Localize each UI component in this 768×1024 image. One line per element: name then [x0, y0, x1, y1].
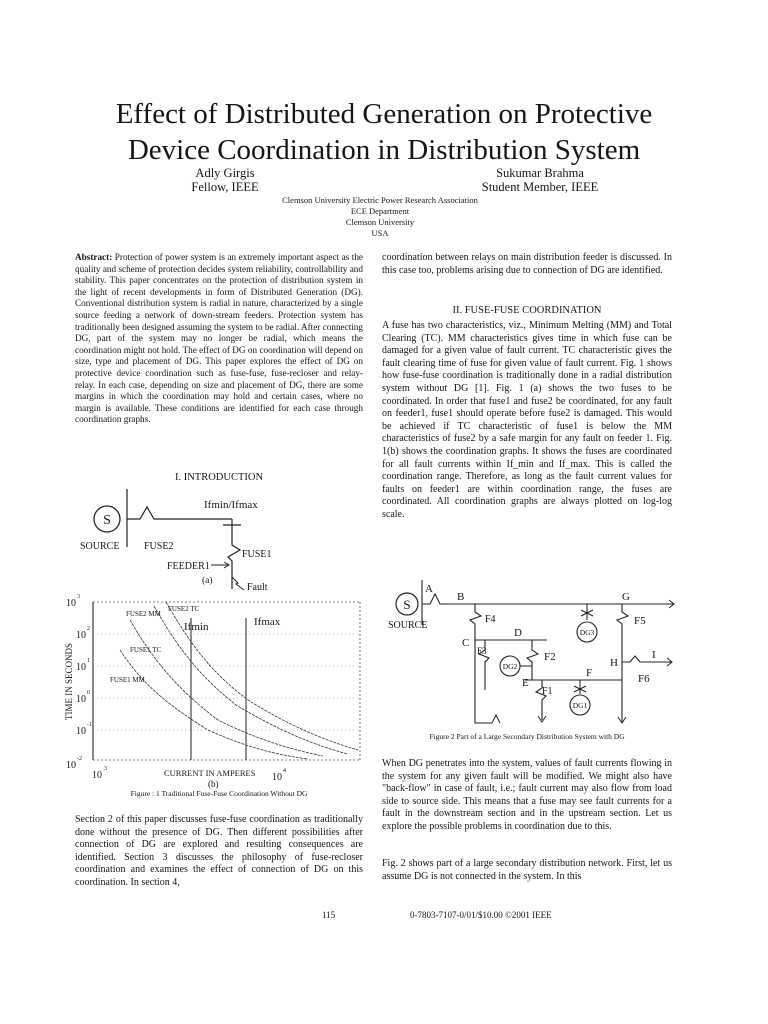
affiliation-3: Clemson University — [345, 217, 415, 227]
figure-2-caption: Figure 2 Part of a Large Secondary Distribution System with DG — [429, 732, 625, 741]
source-letter: S — [403, 597, 411, 612]
author1-role: Fellow, IEEE — [191, 180, 259, 194]
fuse-F1-label: F1 — [542, 686, 553, 697]
affiliation-2: ECE Department — [350, 206, 410, 216]
affiliation-1: Clemson University Electric Power Research Association — [282, 195, 478, 205]
figure-2-network-diagram — [382, 580, 682, 730]
ytick-2: 10 — [76, 630, 86, 641]
ytick-5: 10 — [76, 726, 86, 737]
ifmin-ifmax-label: Ifmin/Ifmax — [204, 499, 258, 511]
fuse-F3-label: F3 — [477, 646, 487, 656]
x-axis-label: CURRENT IN AMPERES — [164, 768, 256, 778]
fuse2-label: FUSE2 — [144, 541, 174, 552]
paper-title-line2: Device Coordination in Distribution System — [127, 134, 641, 166]
source-label: SOURCE — [388, 620, 428, 631]
node-C: C — [462, 637, 470, 649]
fuse1-mm-curve — [120, 650, 308, 759]
source-label: SOURCE — [80, 541, 120, 552]
ifmax-label: Ifmax — [254, 616, 281, 628]
fuse2-mm-label: FUSE2 MM — [126, 610, 161, 618]
introduction-heading: I. INTRODUCTION — [174, 472, 264, 483]
figure-1a-circuit — [72, 487, 372, 592]
ytick-1: 10 — [66, 598, 76, 609]
author2-role: Student Member, IEEE — [481, 180, 599, 194]
right-column-paragraph-2: When DG penetrates into the system, values of fault currents flowing in the system for any given fault will be modified. We might also have "back-flow" in case of fault, i.e.; fault current may also flow from load side to source side. This means that a fuse may see fault currents for a fault in the downstream section and in the upstream section. Let us explore the possible problems in coordination due to this. — [382, 758, 672, 832]
author2-name: Sukumar Brahma — [496, 166, 584, 180]
feeder1-label: FEEDER1 — [167, 561, 210, 572]
fuse-F5-label: F5 — [634, 615, 646, 627]
xtick-right-exp: 4 — [283, 768, 286, 774]
node-I: I — [652, 649, 656, 661]
paper-title-line1: Effect of Distributed Generation on Protective — [115, 98, 653, 130]
section-2-paragraph: A fuse has two characteristics, viz., Minimum Melting (MM) and Total Clearing (TC). MM characteristics gives time in which fuse can be damaged for a given value of fault current. TC characteristic gives the fault clearing time of fuse for given value of fault current. Fig. 1 shows how fuse-fuse coordination is traditionally done in a radial distribution system without DG [1]. Fig. 1 (a) shows the two fuses to be coordinated. In order that fuse1 and fuse2 be coordinated, for any fault on feeder1, fuse1 should operate before fuse2 is damaged. This would be achieved if TC characteristic of fuse1 is below the MM characteristics of fuse2 by a safe margin for any fault on feeder 1. Fig. 1(b) shows the coordination graphs. It shows the fuses are coordinated for all fault currents within If_min and If_max. This is called the coordination range. Therefore, as long as the fault current values for faults on feeder1 are within coordination range, the fuses are coordinated. All coordination graphs are always plotted on log-log scale. — [382, 320, 672, 520]
fuse1-mm-label: FUSE1 MM — [110, 676, 145, 684]
author1-name: Adly Girgis — [195, 166, 255, 180]
node-H: H — [610, 657, 618, 669]
ytick-1-exp: 3 — [77, 594, 80, 600]
figure-1a-sublabel: (a) — [202, 576, 213, 586]
left-column-paragraph: Section 2 of this paper discusses fuse-fuse coordination as traditionally done without the presence of DG. Then different possibilities after connection of DG are explored and resulting consequences are identified. Section 3 discusses the philosophy of fuse-recloser coordination and examines the effect of connection of DG on this coordination. In section 4, — [75, 814, 363, 888]
dg2-label: DG2 — [502, 662, 518, 671]
figure-1b-sublabel: (b) — [208, 779, 219, 789]
ytick-3-exp: 1 — [87, 658, 90, 664]
source-letter: S — [103, 513, 111, 528]
fuse1-label: FUSE1 — [242, 549, 272, 560]
fuse-F4-label: F4 — [485, 614, 496, 625]
ytick-2-exp: 2 — [87, 626, 90, 632]
node-F: F — [586, 667, 593, 679]
xtick-right: 10 — [272, 772, 282, 783]
node-A: A — [425, 583, 433, 595]
ytick-5-exp: -1 — [87, 722, 92, 728]
dg1-label: DG1 — [572, 701, 588, 710]
fuse1-tc-label: FUSE1 TC — [130, 646, 162, 654]
affiliation-4: USA — [371, 228, 389, 238]
xtick-left: 10 — [92, 770, 102, 781]
section-2-heading: II. FUSE-FUSE COORDINATION — [452, 305, 602, 316]
ytick-6: 10 — [66, 760, 76, 771]
ytick-4-exp: 0 — [87, 690, 90, 696]
abstract-text: Protection of power system is an extremely important aspect as the quality and scheme of protection decides system reliability, controllability and stability. This paper concentrates on the protection of distribution system in the light of recent developments in form of Distributed Generation (DG). Conventional distribution system is radial in nature, characterized by a single source feeding a network of down-stream feeders. Protection system has traditionally been designed assuming the system to be radial. After connecting DG, part of the system may no longer be radial, which means the coordination might not hold. The effect of DG on coordination will depend on size, type and placement of DG. This paper explores the effect of DG on protective device coordination such as fuse-fuse, fuse-recloser and relay-relay. In each case, depending on size and placement of DG, there are some margins in which the coordination may hold and certain cases, where no margin is available. These conditions are identified for each case through coordination graphs. — [75, 252, 363, 425]
page-number: 115 — [322, 910, 336, 920]
node-D: D — [514, 627, 522, 639]
node-B: B — [457, 591, 465, 603]
copyright-code: 0-7803-7107-0/01/$10.00 ©2001 IEEE — [410, 910, 552, 920]
node-E: E — [522, 677, 529, 689]
ytick-4: 10 — [76, 694, 86, 705]
fuse2-tc-label: FUSE2 TC — [168, 605, 200, 613]
right-column-paragraph-3: Fig. 2 shows part of a large secondary distribution network. First, let us assume DG is not connected in the system. In this — [382, 858, 672, 882]
fuse-F6-label: F6 — [638, 673, 650, 685]
dg3-label: DG3 — [579, 628, 595, 637]
figure-1b-coordination-graph — [58, 590, 368, 790]
y-axis-label: TIME IN SECONDS — [64, 642, 74, 720]
ytick-6-exp: -2 — [77, 756, 82, 762]
right-column-intro-continued: coordination between relays on main distribution feeder is discussed. In this case too, problems arising due to connection of DG are identified. — [382, 252, 672, 276]
fuse1-tc-curve — [130, 620, 323, 756]
abstract-label: Abstract: — [75, 252, 113, 262]
figure-1-caption: Figure : 1 Traditional Fuse-Fuse Coordination Without DG — [130, 789, 308, 798]
ifmin-label: Ifmin — [184, 621, 209, 633]
node-G: G — [622, 591, 630, 603]
fuse-F2-label: F2 — [544, 651, 556, 663]
fault-label: Fault — [247, 582, 268, 592]
abstract — [75, 252, 363, 426]
ytick-3: 10 — [76, 662, 86, 673]
xtick-left-exp: 3 — [104, 766, 107, 772]
